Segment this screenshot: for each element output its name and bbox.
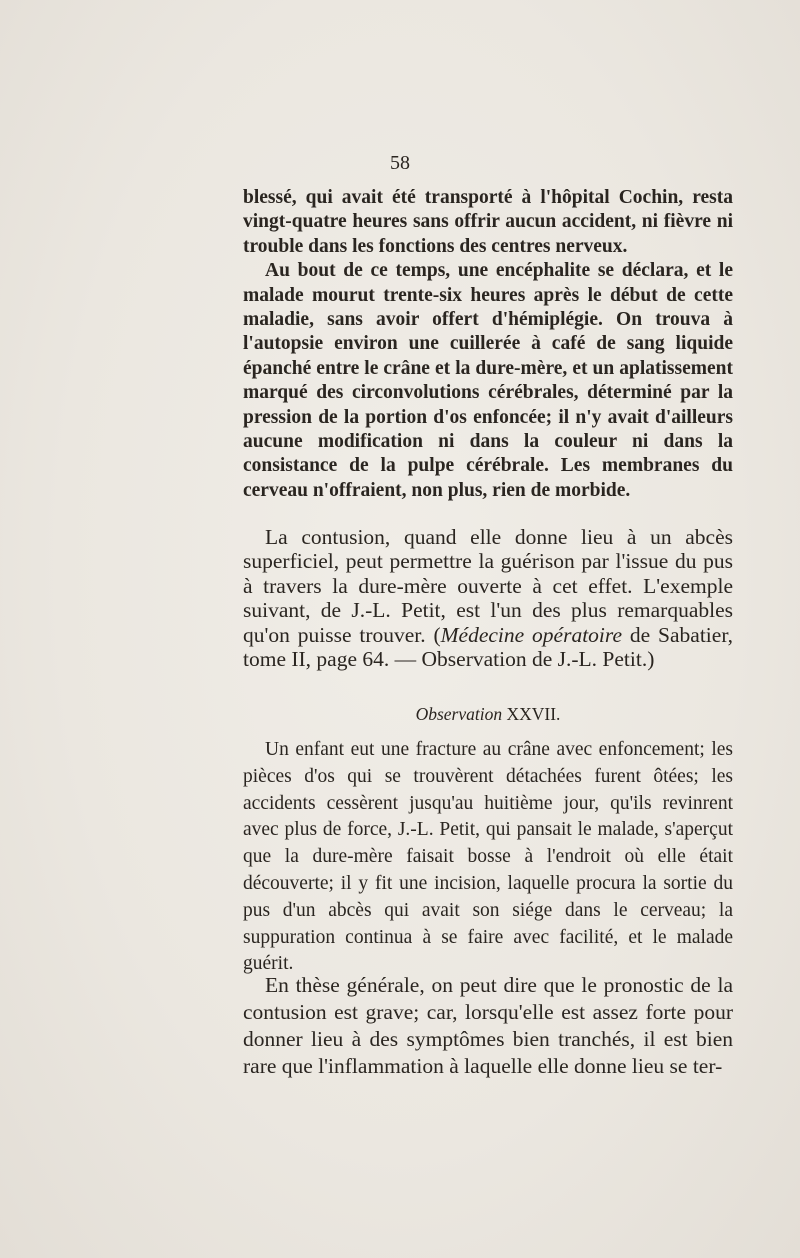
paragraph-5: En thèse générale, on peut dire que le pronostic de la contusion est grave; car, lorsqu'elle est assez forte pour donner lieu à des symptômes bien tranchés, il est bien rare que l'inflammation à laquelle elle donne lieu se ter- — [243, 973, 733, 1078]
paragraph-2: Au bout de ce temps, une encéphalite se déclara, et le malade mourut trente-six heures après le début de cette maladie, sans avoir offert d'hémiplégie. On trouva à l'autopsie environ une cuillerée à café de sang liquide épanché entre le crâne et la dure-mère, et un aplatissement marqué des circonvolutions cérébrales, déterminé par la pression de la portion d'os enfoncée; il n'y avait d'ailleurs aucune modification ni dans la couleur ni dans la consistance de la pulpe cérébrale. Les membranes du cerveau n'offraient, non plus, rien de morbide. — [243, 260, 733, 501]
paragraph-4: Un enfant eut une fracture au crâne avec enfoncement; les pièces d'os qui se trouvèrent détachées furent ôtées; les accidents cessèrent jusqu'au huitième jour, qu'ils revinrent avec plus de force, J.-L. Petit, qui pansait le malade, s'aperçut que la dure-mère faisait bosse à l'endroit où elle était découverte; il y fit une incision, laquelle procura la sortie du pus d'un abcès qui avait son siége dans le cerveau; la suppuration continua à se faire avec facilité, et le malade guérit. — [243, 739, 733, 975]
observation-heading — [243, 704, 733, 725]
paragraph-1: blessé, qui avait été transporté à l'hôpital Cochin, resta vingt-quatre heures sans offrir aucun accident, ni fièvre ni trouble dans les fonctions des centres nerveux. — [243, 187, 733, 257]
text-block-observation — [243, 737, 733, 978]
text-block-contusion — [243, 525, 733, 671]
text-block-continuation — [243, 186, 733, 503]
paragraph-3 — [243, 525, 733, 671]
paragraph-3-end: de Sabatier, tome II, page 64. — Observation de J.-L. Petit.) — [243, 622, 733, 672]
book-title-italic: Médecine opératoire — [440, 622, 623, 647]
page-number: 58 — [390, 152, 410, 174]
text-block-pronostic — [243, 972, 733, 1080]
observation-label: Observation — [415, 704, 503, 724]
observation-number: XXVII. — [506, 704, 561, 724]
paragraph-3-main: La contusion, quand elle donne lieu à un abcès superficiel, peut permettre la guérison par l'issue du pus à travers la dure-mère ouverte à cet effet. L'exemple suivant, de J.-L. Petit, est l'un des plus remarquables qu'on puisse trouver. ( — [243, 525, 733, 647]
